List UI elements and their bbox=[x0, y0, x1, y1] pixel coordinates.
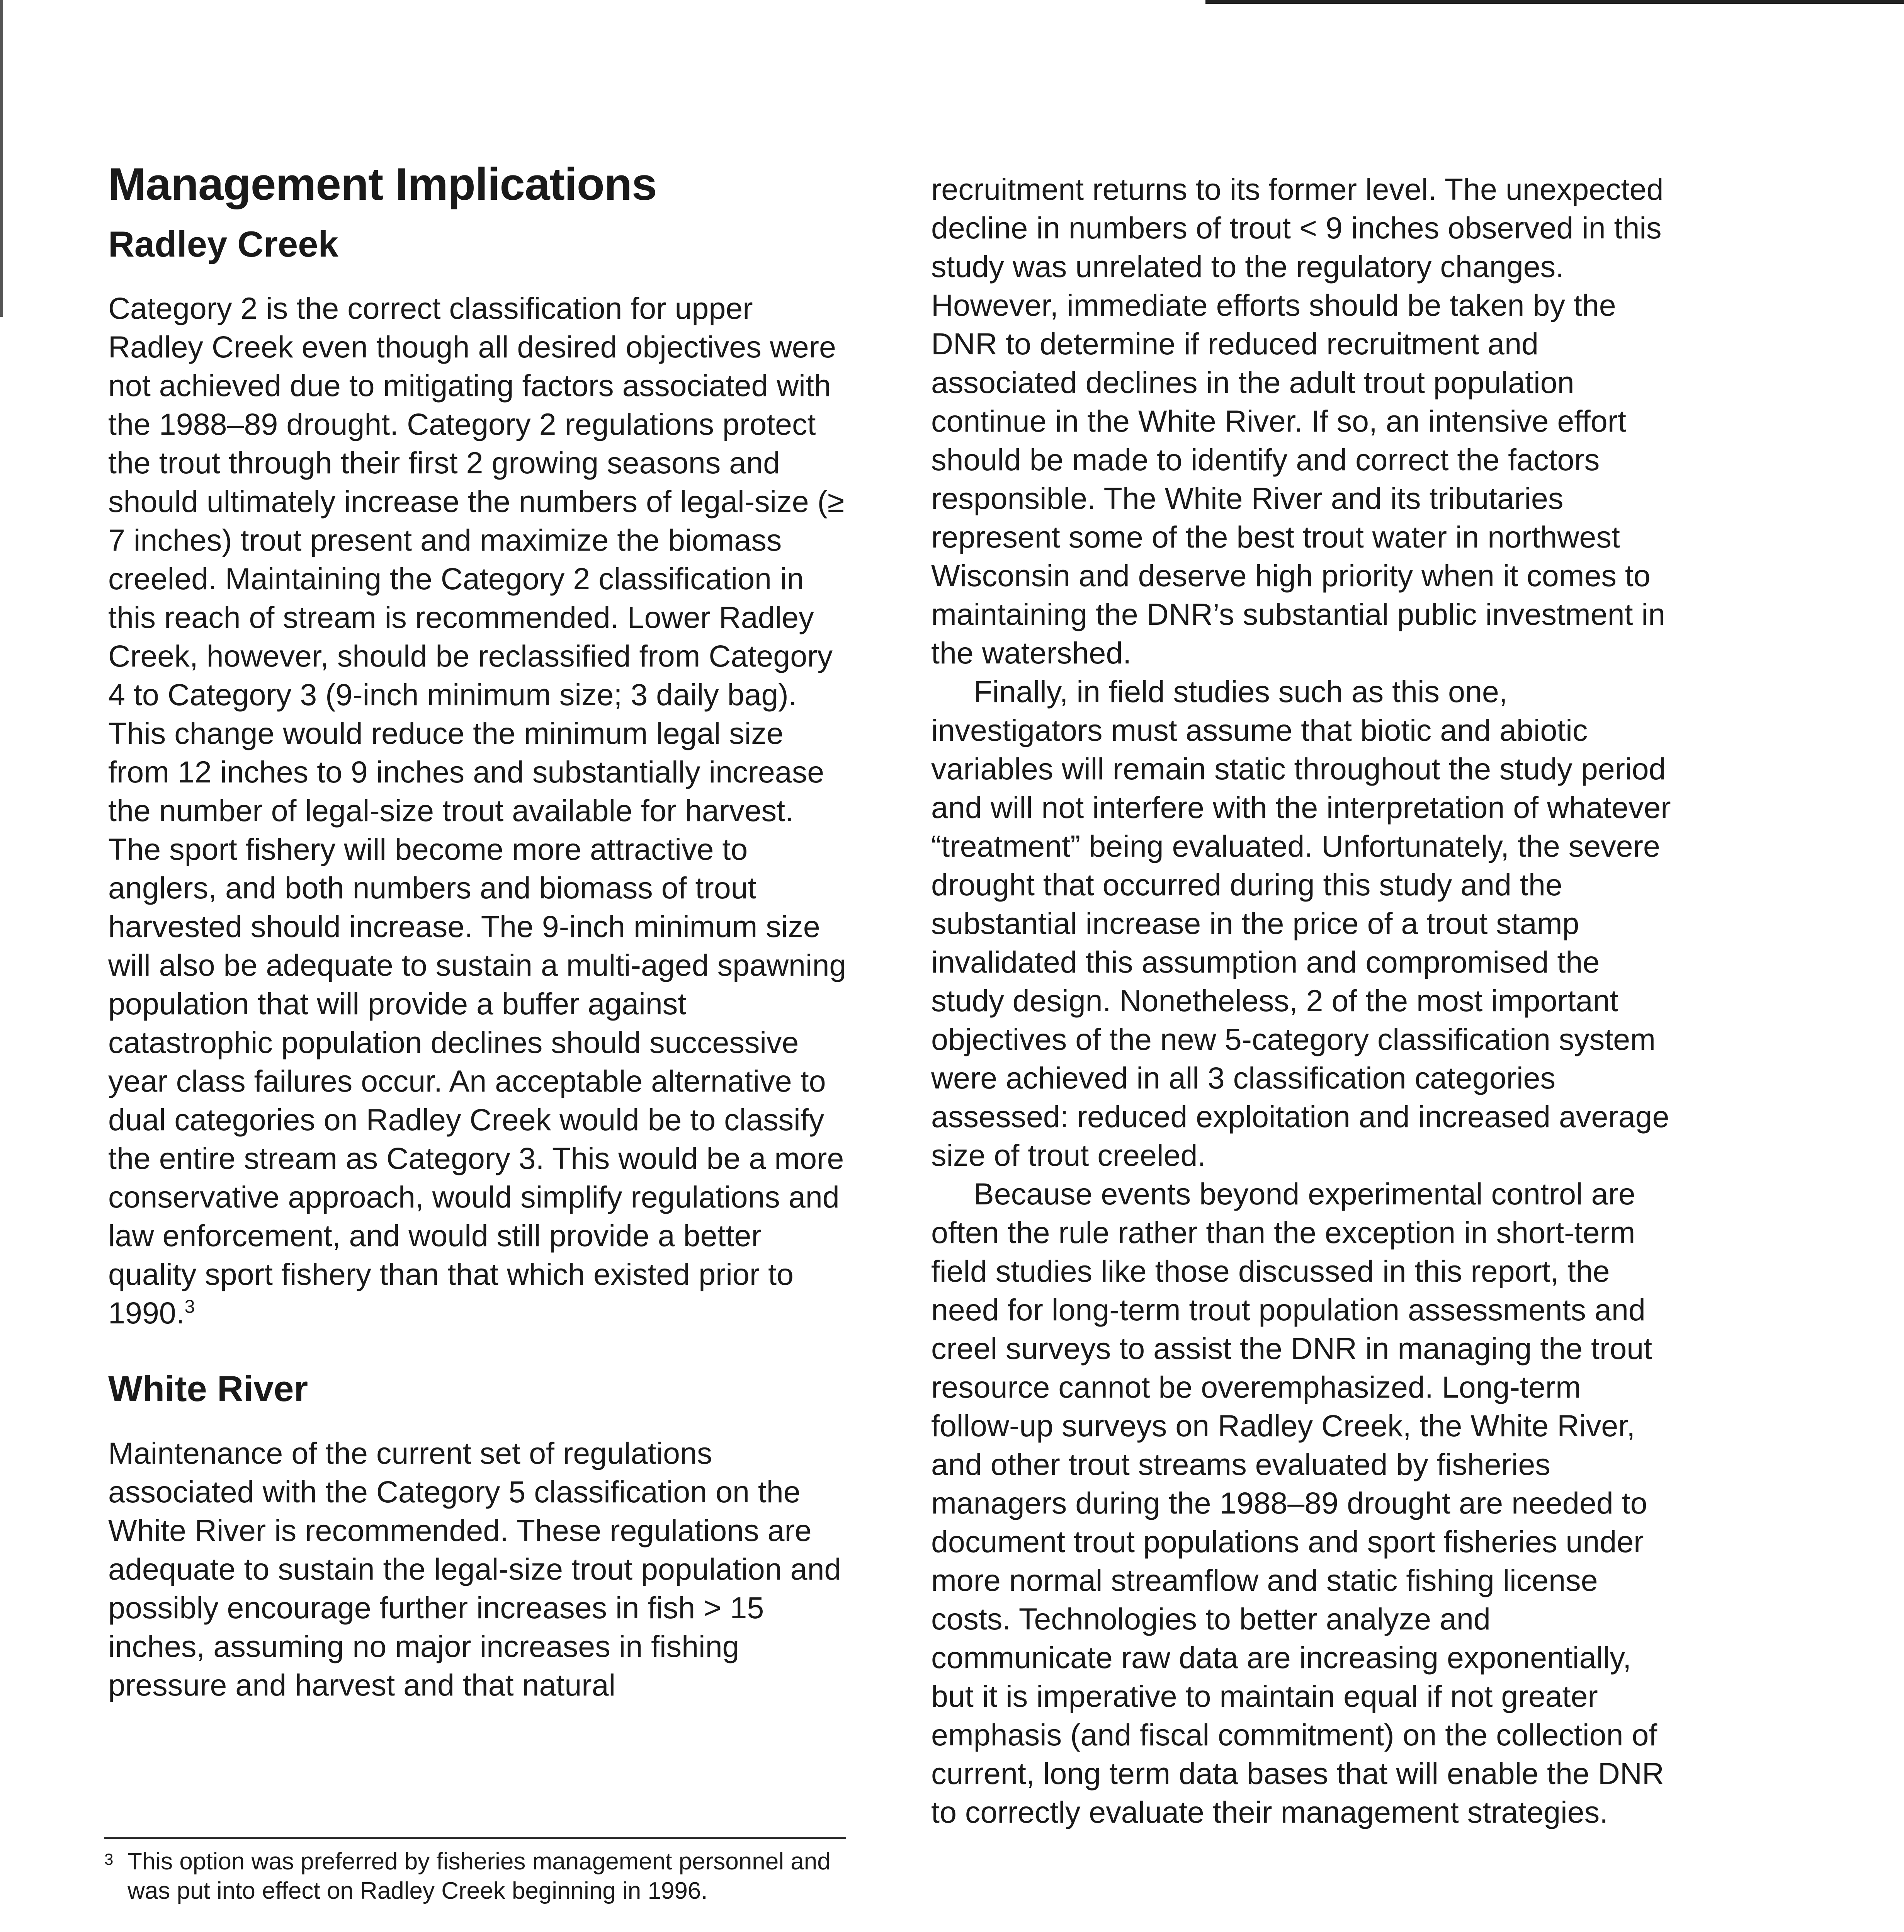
scan-left-edge bbox=[0, 0, 3, 317]
right-column bbox=[931, 170, 1673, 1832]
left-column bbox=[108, 158, 850, 1704]
footnote bbox=[104, 1847, 846, 1906]
footnote-text: This option was preferred by fisheries management personnel and was put into effect on Radley Creek beginning in 1996. bbox=[128, 1848, 831, 1904]
footnote-number: 3 bbox=[104, 1850, 114, 1868]
top-edge-rule bbox=[1205, 0, 1904, 4]
right-paragraph-because: Because events beyond experimental control are often the rule rather than the exception in short-term field studies like those discussed in this report, the need for long-term trout population assessments and creel surveys to assist the DNR in managing the trout resource cannot be overemphasized. Long-term follow-up surveys on Radley Creek, the White River, and other trout streams evaluated by fisheries managers during the 1988–89 drought are needed to document trout populations and sport fisheries under more normal streamflow and static fishing license costs. Technologies to better analyze and communicate raw data are increasing exponentially, but it is imperative to maintain equal if not greater emphasis (and fiscal commitment) on the collection of current, long term data bases that will enable the DNR to correctly evaluate their management strategies. bbox=[931, 1177, 1664, 1829]
section-heading: Management Implications bbox=[108, 159, 657, 210]
radley-creek-text: Category 2 is the correct classification for upper Radley Creek even though all desired objectives were not achieved due to mitigating factors associated with the 1988–89 drought. Category 2 regulations protect the trout through their first 2 growing seasons and should ultimately increase the numbers of legal-size (≥ 7 inches) trout present and maximize the biomass creeled. Maintaining the Category 2 classification in this reach of stream is recommended. Lower Radley Creek, however, should be reclassified from Category 4 to Category 3 (9-inch minimum size; 3 daily bag). This change would reduce the minimum legal size from 12 inches to 9 inches and substantially increase the number of legal-size trout available for harvest. The sport fishery will become more attractive to anglers, and both numbers and biomass of trout harvested should increase. The 9-inch minimum size will also be adequate to sustain a multi-aged spawning population that will provide a buffer against catastrophic population declines should successive year class failures occur. An acceptable alternative to dual categories on Radley Creek would be to classify the entire stream as Category 3. This would be a more conservative approach, would simplify regulations and law enforcement, and would still provide a better quality sport fishery than that which existed prior to 1990. bbox=[108, 291, 847, 1330]
right-paragraph-finally: Finally, in field studies such as this one, investigators must assume that biotic and abiotic variables will remain static throughout the study period and will not interfere with the interpretation of whatever “treatment” being evaluated. Unfortunately, the severe drought that occurred during this study and the substantial increase in the price of a trout stamp invalidated this assumption and compromised the study design. Nonetheless, 2 of the most important objectives of the new 5-category classification system were achieved in all 3 classification categories assessed: reduced exploitation and increased average size of trout creeled. bbox=[931, 674, 1671, 1172]
right-paragraph-continuation: recruitment returns to its former level. The unexpected decline in numbers of trout < 9 inches observed in this study was unrelated to the regulatory changes. However, immediate efforts should be taken by the DNR to determine if reduced recruitment and associated declines in the adult trout population continue in the White River. If so, an intensive effort should be made to identify and correct the factors responsible. The White River and its tributaries represent some of the best trout water in northwest Wisconsin and deserve high priority when it comes to maintaining the DNR’s substantial public investment in the watershed. bbox=[931, 172, 1665, 670]
footnote-rule bbox=[104, 1837, 846, 1839]
footnote-reference: 3 bbox=[184, 1297, 195, 1318]
footnote-area bbox=[104, 1837, 846, 1906]
white-river-subheading: White River bbox=[108, 1368, 308, 1409]
radley-creek-paragraph bbox=[108, 289, 850, 1332]
radley-creek-subheading: Radley Creek bbox=[108, 223, 338, 264]
white-river-paragraph: Maintenance of the current set of regulations associated with the Category 5 classification on the White River is recommended. These regulations are adequate to sustain the legal-size trout population and possibly encourage further increases in fish > 15 inches, assuming no major increases in fishing pressure and harvest and that natural bbox=[108, 1436, 842, 1702]
